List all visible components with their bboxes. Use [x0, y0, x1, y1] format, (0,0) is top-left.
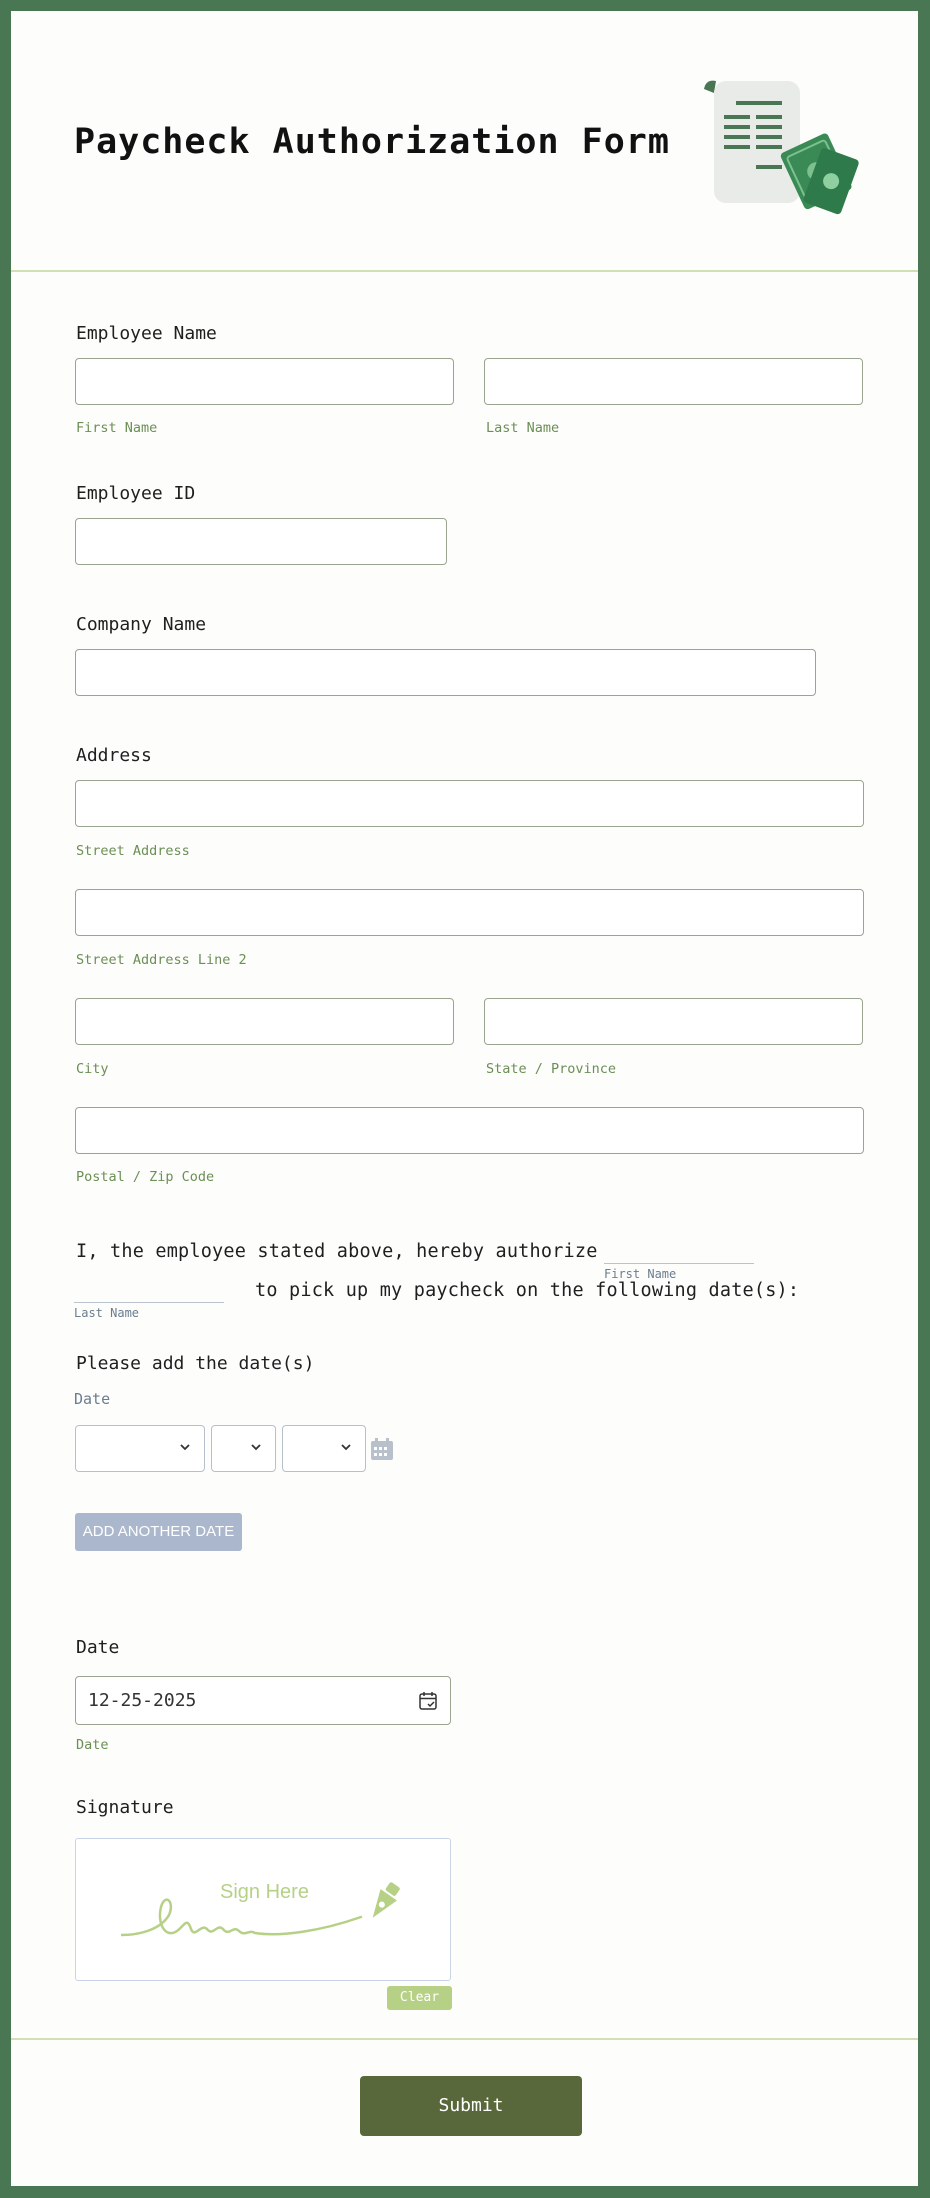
calendar-icon[interactable]	[370, 1437, 394, 1461]
form-container	[11, 11, 918, 2186]
employee-name-label: Employee Name	[76, 323, 217, 344]
authorize-first-name-sublabel: First Name	[604, 1267, 677, 1281]
date-value: 12-25-2025	[88, 1690, 197, 1711]
authorize-last-name-input[interactable]	[74, 1300, 224, 1303]
month-select[interactable]	[75, 1425, 205, 1472]
street-address-line2-input[interactable]	[75, 889, 864, 936]
state-input[interactable]	[484, 998, 863, 1045]
signature-label: Signature	[76, 1797, 174, 1818]
company-name-input[interactable]	[75, 649, 816, 696]
last-name-input[interactable]	[484, 358, 863, 405]
city-input[interactable]	[75, 998, 454, 1045]
authorize-first-name-input[interactable]	[604, 1261, 754, 1264]
street-address-sublabel: Street Address	[76, 843, 190, 859]
page-title: Paycheck Authorization Form	[74, 122, 670, 162]
form-header	[11, 11, 918, 272]
chevron-down-icon	[339, 1440, 353, 1454]
authorization-text-start: I, the employee stated above, hereby authorize	[76, 1241, 598, 1262]
day-select[interactable]	[211, 1425, 276, 1472]
first-name-sublabel: First Name	[76, 420, 158, 436]
company-name-label: Company Name	[76, 614, 207, 635]
address-label: Address	[76, 745, 152, 766]
first-name-input[interactable]	[75, 358, 454, 405]
authorization-text-end: to pick up my paycheck on the following date(s):	[255, 1280, 800, 1301]
date-label: Date	[76, 1637, 120, 1658]
state-sublabel: State / Province	[486, 1061, 617, 1077]
postal-code-sublabel: Postal / Zip Code	[76, 1169, 215, 1185]
pen-nib-icon	[359, 1881, 407, 1925]
date-input[interactable]	[75, 1676, 451, 1725]
dates-sublabel: Date	[74, 1390, 111, 1408]
city-sublabel: City	[76, 1061, 109, 1077]
calendar-check-icon[interactable]	[418, 1691, 438, 1711]
submit-button[interactable]: Submit	[360, 2076, 582, 2136]
authorize-last-name-sublabel: Last Name	[74, 1306, 140, 1320]
signature-pad[interactable]	[75, 1838, 451, 1981]
date-sublabel: Date	[76, 1737, 109, 1753]
street-address-input[interactable]	[75, 780, 864, 827]
sign-here-placeholder: Sign Here	[220, 1881, 309, 1903]
chevron-down-icon	[249, 1440, 263, 1454]
add-another-date-button[interactable]: ADD ANOTHER DATE	[75, 1513, 242, 1551]
dates-label: Please add the date(s)	[76, 1353, 315, 1374]
payroll-illustration	[694, 79, 864, 219]
last-name-sublabel: Last Name	[486, 420, 560, 436]
postal-code-input[interactable]	[75, 1107, 864, 1154]
street-address-line2-sublabel: Street Address Line 2	[76, 952, 247, 968]
employee-id-input[interactable]	[75, 518, 447, 565]
signature-scribble	[121, 1879, 391, 1949]
footer-divider	[11, 2038, 918, 2040]
chevron-down-icon	[178, 1440, 192, 1454]
employee-id-label: Employee ID	[76, 483, 196, 504]
year-select[interactable]	[282, 1425, 366, 1472]
clear-signature-button[interactable]: Clear	[387, 1986, 452, 2010]
